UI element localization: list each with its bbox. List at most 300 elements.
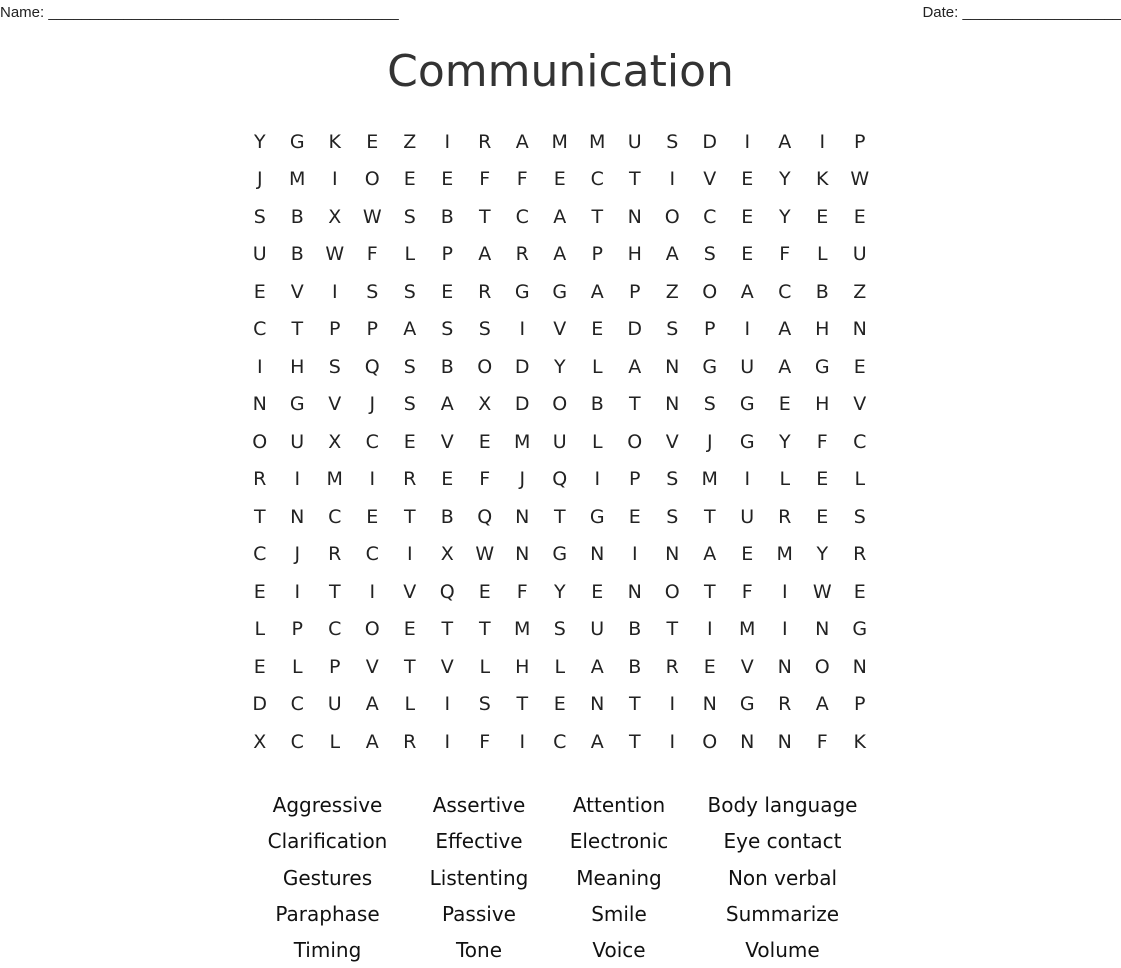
grid-letter: L xyxy=(329,730,341,753)
grid-letter: R xyxy=(478,280,492,303)
grid-letter: G xyxy=(814,355,830,378)
grid-letter: I xyxy=(519,318,526,341)
word-list xyxy=(250,787,880,968)
grid-letter: S xyxy=(553,618,566,641)
grid-letter: C xyxy=(253,543,267,566)
grid-letter: Y xyxy=(253,130,266,153)
grid-letter: L xyxy=(779,468,791,491)
grid-letter: C xyxy=(553,730,567,753)
grid-letter: Y xyxy=(778,205,791,228)
word-list-item: Eye contact xyxy=(723,829,842,854)
grid-letter: I xyxy=(744,130,751,153)
grid-letter: M xyxy=(326,468,343,491)
grid-letter: U xyxy=(327,693,342,716)
grid-letter: P xyxy=(629,468,641,491)
grid-letter: H xyxy=(515,655,530,678)
grid-letter: Q xyxy=(364,355,380,378)
grid-letter: E xyxy=(778,393,791,416)
grid-letter: M xyxy=(589,130,606,153)
grid-letter: V xyxy=(328,393,342,416)
grid-letter: A xyxy=(778,318,792,341)
grid-letter: I xyxy=(294,580,301,603)
grid-letter: X xyxy=(253,730,267,753)
grid-letter: R xyxy=(778,693,792,716)
grid-letter: T xyxy=(328,580,341,603)
grid-letter: T xyxy=(441,618,454,641)
grid-letter: I xyxy=(406,543,413,566)
word-list-item: Volume xyxy=(745,938,820,963)
grid-letter: R xyxy=(328,543,342,566)
grid-letter: G xyxy=(739,393,755,416)
grid-letter: E xyxy=(403,618,416,641)
grid-letter: S xyxy=(703,243,716,266)
grid-letter: Y xyxy=(778,168,791,191)
grid-letter: N xyxy=(665,355,680,378)
word-list-item: Electronic xyxy=(569,829,669,854)
grid-letter: I xyxy=(631,543,638,566)
grid-letter: K xyxy=(328,130,341,153)
grid-letter: K xyxy=(853,730,866,753)
grid-letter: R xyxy=(478,130,492,153)
grid-letter: T xyxy=(478,205,491,228)
grid-letter: P xyxy=(854,693,866,716)
grid-letter: F xyxy=(366,243,378,266)
grid-letter: Q xyxy=(552,468,568,491)
grid-letter: I xyxy=(781,580,788,603)
grid-letter: A xyxy=(740,280,754,303)
grid-letter: W xyxy=(475,543,495,566)
grid-letter: Q xyxy=(477,505,493,528)
grid-letter: I xyxy=(669,730,676,753)
word-list-item: Clarification xyxy=(267,829,388,854)
grid-letter: S xyxy=(666,468,679,491)
grid-letter: O xyxy=(664,580,680,603)
grid-letter: S xyxy=(328,355,341,378)
grid-letter: S xyxy=(253,205,266,228)
word-list-item: Attention xyxy=(572,793,666,817)
grid-letter: I xyxy=(444,730,451,753)
grid-letter: E xyxy=(853,205,866,228)
grid-letter: F xyxy=(816,730,828,753)
grid-letter: E xyxy=(478,580,491,603)
word-list-item: Summarize xyxy=(725,901,840,926)
word-list-item: Assertive xyxy=(432,793,526,817)
grid-letter: N xyxy=(627,205,642,228)
grid-letter: S xyxy=(666,130,679,153)
grid-letter: C xyxy=(590,168,604,191)
word-list-item: Body language xyxy=(707,793,858,817)
grid-letter: S xyxy=(853,505,866,528)
grid-letter: O xyxy=(814,655,830,678)
grid-letter: O xyxy=(364,168,380,191)
grid-letter: C xyxy=(328,618,342,641)
grid-letter: Y xyxy=(553,580,566,603)
grid-letter: A xyxy=(515,130,529,153)
grid-letter: T xyxy=(628,168,641,191)
grid-letter: N xyxy=(590,693,605,716)
grid-letter: D xyxy=(702,130,718,153)
grid-letter: C xyxy=(853,430,867,453)
grid-letter: U xyxy=(252,243,267,266)
grid-letter: X xyxy=(440,543,454,566)
grid-letter: C xyxy=(253,318,267,341)
grid-letter: A xyxy=(590,730,604,753)
grid-letter: T xyxy=(591,205,604,228)
date-field-label: Date: ___________________ xyxy=(922,4,1121,21)
grid-letter: F xyxy=(779,243,791,266)
grid-letter: E xyxy=(441,280,454,303)
grid-letter: N xyxy=(852,318,867,341)
grid-letter: Q xyxy=(439,580,455,603)
grid-letter: I xyxy=(819,130,826,153)
grid-letter: P xyxy=(854,130,866,153)
grid-letter: F xyxy=(479,168,491,191)
grid-letter: D xyxy=(514,393,530,416)
grid-letter: A xyxy=(365,730,379,753)
grid-letter: L xyxy=(591,355,603,378)
grid-letter: E xyxy=(403,430,416,453)
grid-letter: E xyxy=(366,130,379,153)
grid-letter: E xyxy=(591,580,604,603)
grid-letter: E xyxy=(741,543,754,566)
grid-letter: U xyxy=(290,430,305,453)
grid-letter: A xyxy=(590,655,604,678)
grid-letter: X xyxy=(328,205,342,228)
grid-letter: B xyxy=(440,355,454,378)
grid-letter: G xyxy=(702,355,718,378)
grid-letter: E xyxy=(853,355,866,378)
grid-letter: N xyxy=(852,655,867,678)
grid-letter: H xyxy=(627,243,642,266)
word-list-item: Tone xyxy=(455,938,503,963)
grid-letter: N xyxy=(252,393,267,416)
grid-letter: C xyxy=(290,693,304,716)
grid-letter: I xyxy=(706,618,713,641)
grid-letter: S xyxy=(403,393,416,416)
grid-letter: Z xyxy=(665,280,679,303)
grid-letter: A xyxy=(815,693,829,716)
grid-letter: T xyxy=(403,655,416,678)
grid-letter: C xyxy=(778,280,792,303)
grid-letter: L xyxy=(816,243,828,266)
grid-letter: A xyxy=(478,243,492,266)
grid-letter: J xyxy=(706,430,713,453)
word-list-item: Timing xyxy=(293,938,362,963)
grid-letter: E xyxy=(403,168,416,191)
grid-letter: T xyxy=(478,618,491,641)
grid-letter: Y xyxy=(816,543,829,566)
grid-letter: V xyxy=(440,655,454,678)
grid-letter: G xyxy=(289,130,305,153)
grid-letter: L xyxy=(404,243,416,266)
grid-letter: R xyxy=(403,730,417,753)
grid-letter: U xyxy=(590,618,605,641)
grid-letter: S xyxy=(666,505,679,528)
grid-letter: E xyxy=(478,430,491,453)
grid-letter: G xyxy=(739,693,755,716)
grid-letter: A xyxy=(778,130,792,153)
grid-letter: I xyxy=(444,693,451,716)
grid-letter: V xyxy=(290,280,304,303)
grid-letter: L xyxy=(591,430,603,453)
grid-letter: N xyxy=(665,393,680,416)
grid-letter: O xyxy=(664,205,680,228)
grid-letter: T xyxy=(666,618,679,641)
grid-letter: I xyxy=(369,580,376,603)
grid-letter: I xyxy=(744,468,751,491)
grid-letter: Z xyxy=(403,130,417,153)
grid-letter: V xyxy=(403,580,417,603)
page-title: Communication xyxy=(387,46,734,97)
grid-letter: L xyxy=(254,618,266,641)
grid-letter: U xyxy=(627,130,642,153)
grid-letter: E xyxy=(366,505,379,528)
grid-letter: F xyxy=(516,580,528,603)
grid-letter: N xyxy=(702,693,717,716)
grid-letter: O xyxy=(702,280,718,303)
grid-letter: W xyxy=(362,205,382,228)
grid-letter: A xyxy=(590,280,604,303)
grid-letter: E xyxy=(853,580,866,603)
grid-letter: T xyxy=(628,393,641,416)
word-list-item: Voice xyxy=(592,938,646,963)
grid-letter: F xyxy=(516,168,528,191)
grid-letter: O xyxy=(627,430,643,453)
grid-letter: H xyxy=(290,355,305,378)
grid-letter: O xyxy=(552,393,568,416)
grid-letter: M xyxy=(739,618,756,641)
grid-letter: G xyxy=(514,280,530,303)
grid-letter: I xyxy=(781,618,788,641)
grid-letter: E xyxy=(741,243,754,266)
grid-letter: H xyxy=(815,393,830,416)
grid-letter: I xyxy=(331,168,338,191)
grid-letter: I xyxy=(444,130,451,153)
grid-letter: T xyxy=(403,505,416,528)
grid-letter: I xyxy=(669,693,676,716)
grid-letter: F xyxy=(479,730,491,753)
grid-letter: I xyxy=(331,280,338,303)
word-list-item: Gestures xyxy=(282,865,373,890)
grid-letter: P xyxy=(441,243,453,266)
grid-letter: C xyxy=(290,730,304,753)
grid-letter: E xyxy=(741,168,754,191)
grid-letter: Z xyxy=(853,280,867,303)
grid-letter: E xyxy=(816,468,829,491)
grid-letter: G xyxy=(589,505,605,528)
grid-letter: G xyxy=(552,280,568,303)
grid-letter: P xyxy=(629,280,641,303)
grid-letter: P xyxy=(591,243,603,266)
grid-letter: T xyxy=(253,505,266,528)
word-list-item: Effective xyxy=(435,829,523,854)
grid-letter: I xyxy=(294,468,301,491)
grid-letter: I xyxy=(369,468,376,491)
grid-letter: J xyxy=(294,543,301,566)
grid-letter: N xyxy=(290,505,305,528)
grid-letter: V xyxy=(740,655,754,678)
grid-letter: V xyxy=(553,318,567,341)
grid-letter: J xyxy=(256,168,263,191)
grid-letter: S xyxy=(403,205,416,228)
grid-letter: B xyxy=(628,618,642,641)
grid-letter: W xyxy=(325,243,345,266)
grid-letter: C xyxy=(515,205,529,228)
grid-letter: W xyxy=(812,580,832,603)
grid-letter: N xyxy=(590,543,605,566)
grid-letter: U xyxy=(740,505,755,528)
grid-letter: E xyxy=(816,205,829,228)
grid-letter: W xyxy=(850,168,870,191)
grid-letter: J xyxy=(369,393,376,416)
grid-letter: T xyxy=(291,318,304,341)
grid-letter: E xyxy=(553,693,566,716)
grid-letter: I xyxy=(669,168,676,191)
grid-letter: V xyxy=(853,393,867,416)
grid-letter: S xyxy=(478,693,491,716)
grid-letter: D xyxy=(252,693,268,716)
grid-letter: N xyxy=(777,655,792,678)
grid-letter: D xyxy=(514,355,530,378)
grid-letter: L xyxy=(404,693,416,716)
grid-letter: X xyxy=(328,430,342,453)
word-list-item: Listenting xyxy=(429,865,529,890)
grid-letter: B xyxy=(290,243,304,266)
grid-letter: L xyxy=(554,655,566,678)
word-list-item: Passive xyxy=(442,901,516,926)
name-field-label: Name: __________________________________________ xyxy=(0,4,399,21)
grid-letter: P xyxy=(704,318,716,341)
grid-letter: V xyxy=(440,430,454,453)
grid-letter: G xyxy=(852,618,868,641)
grid-letter: P xyxy=(329,655,341,678)
grid-letter: M xyxy=(551,130,568,153)
grid-letter: T xyxy=(628,730,641,753)
word-list-item: Smile xyxy=(591,901,647,926)
grid-letter: A xyxy=(403,318,417,341)
grid-letter: C xyxy=(365,430,379,453)
word-list-item: Meaning xyxy=(576,865,662,890)
grid-letter: V xyxy=(665,430,679,453)
grid-letter: G xyxy=(552,543,568,566)
grid-letter: R xyxy=(853,543,867,566)
grid-letter: E xyxy=(703,655,716,678)
grid-letter: M xyxy=(701,468,718,491)
grid-letter: J xyxy=(519,468,526,491)
grid-letter: U xyxy=(552,430,567,453)
grid-letter: B xyxy=(440,505,454,528)
grid-letter: I xyxy=(594,468,601,491)
word-list-item: Non verbal xyxy=(727,865,838,890)
grid-letter: A xyxy=(703,543,717,566)
grid-letter: S xyxy=(441,318,454,341)
grid-letter: L xyxy=(479,655,491,678)
grid-letter: P xyxy=(366,318,378,341)
grid-letter: B xyxy=(628,655,642,678)
grid-letter: E xyxy=(628,505,641,528)
grid-letter: P xyxy=(291,618,303,641)
grid-letter: T xyxy=(703,505,716,528)
grid-letter: M xyxy=(289,168,306,191)
grid-letter: U xyxy=(740,355,755,378)
grid-letter: G xyxy=(289,393,305,416)
grid-letter: M xyxy=(514,430,531,453)
grid-letter: B xyxy=(440,205,454,228)
grid-letter: E xyxy=(253,580,266,603)
grid-letter: H xyxy=(815,318,830,341)
grid-letter: I xyxy=(256,355,263,378)
grid-letter: B xyxy=(815,280,829,303)
grid-letter: S xyxy=(366,280,379,303)
grid-letter: O xyxy=(702,730,718,753)
grid-letter: E xyxy=(553,168,566,191)
grid-letter: R xyxy=(778,505,792,528)
grid-letter: Y xyxy=(553,355,566,378)
grid-letter: L xyxy=(854,468,866,491)
grid-letter: A xyxy=(628,355,642,378)
grid-letter: N xyxy=(515,543,530,566)
grid-letter: B xyxy=(590,393,604,416)
grid-letter: T xyxy=(628,693,641,716)
grid-letter: A xyxy=(553,205,567,228)
grid-letter: E xyxy=(591,318,604,341)
grid-letter: S xyxy=(703,393,716,416)
grid-letter: O xyxy=(252,430,268,453)
grid-letter: I xyxy=(519,730,526,753)
grid-letter: S xyxy=(403,280,416,303)
grid-letter: E xyxy=(816,505,829,528)
grid-letter: V xyxy=(703,168,717,191)
grid-letter: Y xyxy=(778,430,791,453)
grid-letter: S xyxy=(666,318,679,341)
grid-letter: F xyxy=(479,468,491,491)
grid-letter: X xyxy=(478,393,492,416)
grid-letter: N xyxy=(665,543,680,566)
grid-letter: N xyxy=(515,505,530,528)
grid-letter: R xyxy=(665,655,679,678)
grid-letter: O xyxy=(477,355,493,378)
grid-letter: G xyxy=(739,430,755,453)
grid-letter: D xyxy=(627,318,643,341)
grid-letter: T xyxy=(516,693,529,716)
grid-letter: S xyxy=(403,355,416,378)
grid-letter: S xyxy=(478,318,491,341)
grid-letter: F xyxy=(741,580,753,603)
grid-letter: R xyxy=(253,468,267,491)
grid-letter: E xyxy=(253,280,266,303)
word-list-item: Aggressive xyxy=(272,793,383,817)
grid-letter: A xyxy=(665,243,679,266)
grid-letter: A xyxy=(440,393,454,416)
grid-letter: M xyxy=(776,543,793,566)
grid-letter: A xyxy=(778,355,792,378)
grid-letter: E xyxy=(441,468,454,491)
word-list-item: Paraphase xyxy=(275,901,380,926)
grid-letter: E xyxy=(253,655,266,678)
word-search-grid xyxy=(241,123,879,761)
grid-letter: N xyxy=(740,730,755,753)
grid-letter: F xyxy=(816,430,828,453)
grid-letter: R xyxy=(403,468,417,491)
grid-letter: M xyxy=(514,618,531,641)
grid-letter: E xyxy=(741,205,754,228)
grid-letter: T xyxy=(553,505,566,528)
grid-letter: U xyxy=(852,243,867,266)
grid-letter: C xyxy=(703,205,717,228)
grid-letter: B xyxy=(290,205,304,228)
grid-letter: A xyxy=(365,693,379,716)
grid-letter: N xyxy=(627,580,642,603)
